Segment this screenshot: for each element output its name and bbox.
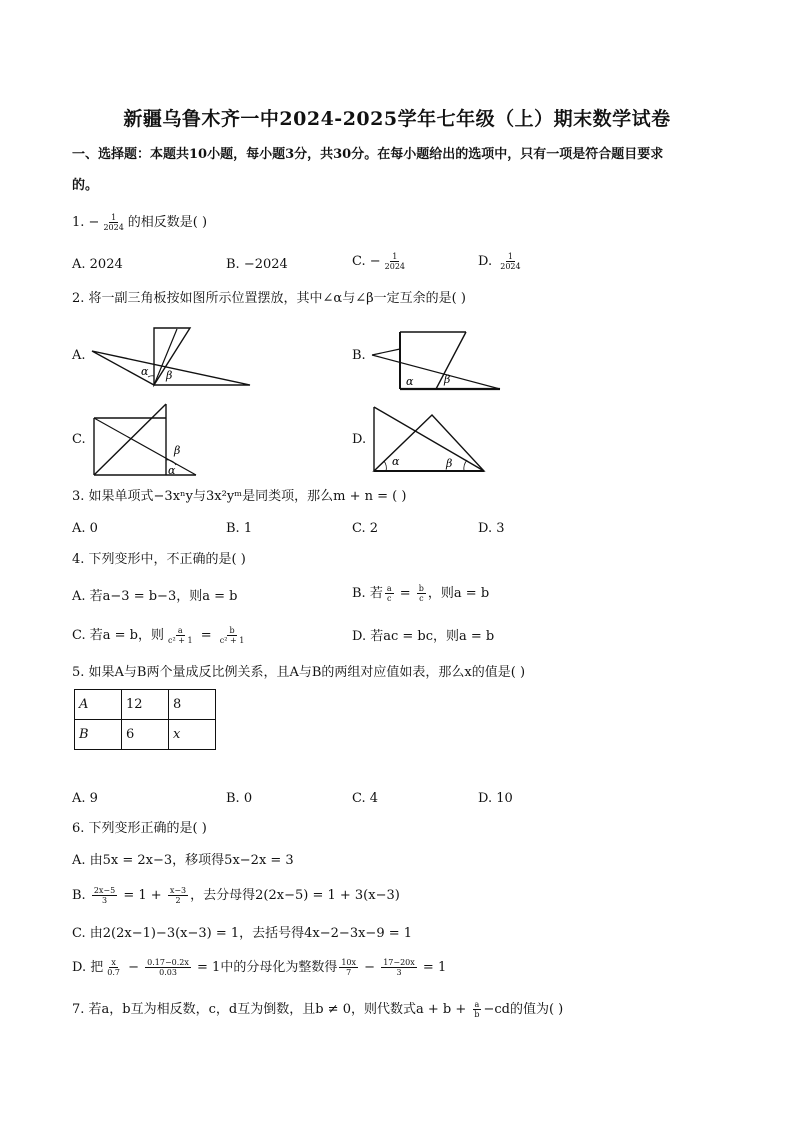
q2-figure-b [370,329,502,391]
q6-d-frac4 [381,958,417,977]
q1-d-den: 2024 [500,262,521,271]
frac-den: b [474,1010,480,1019]
q2-label-a: A. [72,348,86,363]
q7-suffix: −cd的值为( ) [483,1002,564,1017]
q2-figure-d [372,405,488,475]
question-3: 3. 如果单项式−3xⁿy与3x²yᵐ是同类项，那么m + n = ( ) [72,489,407,504]
q1-option-a: A. 2024 [72,257,123,272]
q2-label-d: D. [352,432,367,447]
triangle-2 [374,415,484,471]
triangle-hyp [94,404,166,475]
frac-num: 0.17−0.2x [147,958,189,967]
table-cell: A [75,690,122,720]
question-1 [72,213,207,232]
question-5: 5. 如果A与B两个量成反比例关系，且A与B的两组对应值如表，那么x的值是( ) [72,665,526,680]
question-4: 4. 下列变形中，不正确的是( ) [72,552,246,567]
eq: = [196,628,216,643]
frac-num: x [111,958,116,967]
question-2: 2. 将一副三角板按如图所示位置摆放，其中∠α与∠β一定互余的是( ) [72,291,466,306]
section-heading-line1: 一、选择题：本题共10小题，每小题3分，共30分。在每小题给出的选项中，只有一项是符合题目要求 [72,147,664,162]
q6-option-a: A. 由5x = 2x−3，移项得5x−2x = 3 [72,853,294,868]
q5-table [74,689,216,750]
diagonal [94,418,196,475]
page-title: 新疆乌鲁木齐一中2024-2025学年七年级（上）期末数学试卷 [123,108,671,130]
q5-option-d: D. 10 [478,791,513,806]
q3-option-c: C. 2 [352,521,379,536]
frac-num: 17−20x [383,958,415,967]
frac-den: 2 [175,896,181,905]
q2-figure-c [90,402,198,478]
eq: = [395,586,415,601]
section-heading-line2: 的。 [72,178,99,193]
frac-num: a [177,626,183,635]
q4-b-frac2 [417,584,426,603]
q1-option-b: B. −2024 [226,257,288,272]
q1-d-fraction [498,252,522,271]
question-7 [72,1000,563,1019]
q4-b-suffix: ，则a = b [427,586,490,601]
q6-option-c: C. 由2(2x−1)−3(x−3) = 1，去括号得4x−2−3x−9 = 1 [72,926,413,941]
q1-c-den: 2024 [384,262,405,271]
minus: − [123,960,144,975]
q6-d-frac1 [105,958,122,977]
q1-suffix: 的相反数是( ) [127,215,208,230]
frac-num: a [474,1000,480,1009]
q1-num: 1 [111,213,117,222]
frac-num: 2x−5 [93,886,116,895]
q7-fraction [472,1000,481,1019]
q1-prefix: 1. − [72,215,100,230]
table-cell: B [75,720,122,750]
q2-label-b: B. [352,348,366,363]
frac-num: b [418,584,424,593]
q4-option-b [352,584,489,603]
q6-d-suffix: = 1 [418,960,447,975]
q5-option-b: B. 0 [226,791,253,806]
q4-option-c [72,626,248,645]
table-cell: 6 [122,720,169,750]
q1-fraction [101,213,125,232]
hypotenuse [436,332,466,389]
q4-option-d: D. 若ac = bc，则a = b [352,629,495,644]
beta-label: β [446,457,453,470]
q7-prefix: 7. 若a，b互为相反数，c，d互为倒数，且b ≠ 0，则代数式a + b + [72,1002,471,1017]
q2-label-c: C. [72,432,86,447]
q6-option-d [72,958,446,977]
beta-arc [464,460,467,471]
q1-option-d [478,252,525,271]
frac-den: c [419,594,424,603]
q3-option-a: A. 0 [72,521,98,536]
q6-d-frac3 [339,958,358,977]
frac-den: 0.03 [159,968,177,977]
long-edge [374,407,484,471]
frac-den: 3 [396,968,402,977]
q4-b-frac1 [385,584,394,603]
alpha-label: α [168,464,176,477]
q1-c-num: 1 [392,252,398,261]
frac-num: b [229,626,235,635]
frac-den: c² + 1 [219,636,245,645]
beta-label: β [444,373,451,386]
q3-option-d: D. 3 [478,521,505,536]
q4-option-a: A. 若a−3 = b−3，则a = b [72,589,238,604]
q3-option-b: B. 1 [226,521,253,536]
frac-den: 0.7 [107,968,120,977]
q4-c-frac1 [166,626,195,645]
table-cell: x [169,720,216,750]
q1-den: 2024 [103,223,124,232]
table-cell: 12 [122,690,169,720]
q6-option-b [72,886,400,905]
q1-d-num: 1 [507,252,513,261]
alpha-arc [384,461,386,471]
q1-c-fraction [383,252,407,271]
alpha-label: α [406,375,414,388]
alpha-label: α [141,365,149,378]
minus: − [360,960,380,975]
frac-den: c [386,594,392,603]
q6-b-frac2 [168,886,188,905]
beta-label: β [166,369,173,382]
table-row [75,690,216,720]
alpha-label: α [392,455,400,468]
frac-den: 7 [346,968,352,977]
question-6: 6. 下列变形正确的是( ) [72,821,207,836]
frac-num: a [386,584,392,593]
q4-b-prefix: B. 若 [352,586,383,601]
q6-b-prefix: B. [72,888,90,903]
q6-b-frac1 [92,886,117,905]
table-row [75,720,216,750]
q5-option-c: C. 4 [352,791,379,806]
q1-c-label: C. − [352,254,381,269]
beta-label: β [174,444,181,457]
q2-figure-a [88,325,256,389]
triangle-2-top [372,355,500,389]
q6-b-suffix: ，去分母得2(2x−5) = 1 + 3(x−3) [190,888,400,903]
alpha-arc [148,376,154,377]
frac-den: 3 [101,896,108,905]
q5-option-a: A. 9 [72,791,98,806]
q1-d-label: D. [478,254,497,269]
q4-c-frac2 [218,626,247,645]
frac-num: x−3 [169,886,187,895]
frac-den: c² + 1 [167,636,193,645]
q4-c-prefix: C. 若a = b，则 [72,628,164,643]
q6-b-mid: = 1 + [119,888,166,903]
frac-num: 10x [341,958,357,967]
q6-d-frac2 [145,958,191,977]
q1-option-c [352,252,409,271]
q6-d-mid: = 1中的分母化为整数得 [192,960,338,975]
q6-d-prefix: D. 把 [72,960,104,975]
table-cell: 8 [169,690,216,720]
